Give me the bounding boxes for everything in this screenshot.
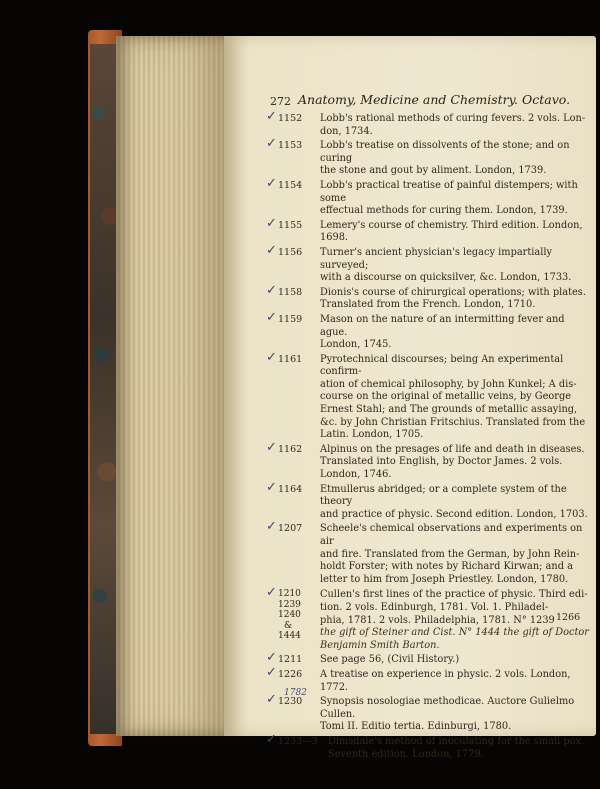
catalogue-entry [266, 731, 594, 761]
checkmark-icon: ✓ [266, 242, 277, 258]
entry-line: don, 1734. [320, 125, 373, 137]
entry-line: Seventh edition. London, 1779. [328, 748, 484, 760]
entry-line: Latin. London, 1705. [320, 429, 424, 441]
catalogue-entry [266, 215, 594, 245]
catalogue-entry [266, 309, 594, 352]
entry-line: course on the original of metallic veins, by George [320, 391, 572, 403]
entry-number: 1158 [278, 286, 303, 298]
entry-number: 1211 [278, 654, 303, 666]
catalogue-entry [266, 349, 594, 442]
entry-line: &c. by John Christian Fritschius. Translated from the [320, 416, 586, 428]
checkmark-icon: ✓ [266, 349, 277, 365]
checkmark-icon: ✓ [266, 136, 277, 152]
entry-line: London, 1745. [320, 339, 392, 351]
entry-line: ation of chemical philosophy, by John Kunkel; A dis- [320, 378, 577, 390]
checkmark-icon: ✓ [266, 585, 277, 601]
checkmark-icon: ✓ [266, 519, 277, 535]
entry-line: Lobb's treatise on dissolvents of the stone; and on curing [320, 140, 570, 164]
catalogue-entries [266, 109, 594, 761]
entry-note: the gift of Steiner and Cist. N° 1444 the gift of Doctor [320, 627, 589, 639]
entry-number: 1444 [278, 631, 301, 642]
entry-number: 1162 [278, 443, 303, 455]
entry-line: Turner's ancient physician's legacy impartially surveyed; [320, 246, 553, 271]
handwritten-year: 1782 [284, 688, 307, 699]
entry-line: effectual methods for curing them. London, 1739. [320, 205, 568, 217]
entry-line: with a discourse on quicksilver, &c. London, 1733. [320, 272, 572, 284]
entry-line: tion. 2 vols. Edinburgh, 1781. Vol. 1. Philadel- [320, 601, 549, 613]
entry-line: Cullen's first lines of the practice of physic. Third edi- [320, 589, 588, 601]
entry-line: See page 56, (Civil History.) [320, 654, 460, 666]
checkmark-icon: ✓ [266, 650, 277, 666]
entry-line: Translated from the French. London, 1710. [320, 299, 536, 311]
entry-number: & [284, 620, 293, 631]
entry-line: 1698. [320, 232, 349, 244]
entry-number: 1239 [278, 599, 301, 610]
catalogue-entry [266, 136, 594, 178]
checkmark-icon: ✓ [266, 282, 277, 298]
catalogue-entry [266, 109, 594, 138]
checkmark-icon: ✓ [266, 479, 277, 495]
entry-line: holdt Forster; with notes by Richard Kirwan; and a [320, 561, 573, 573]
entry-number: 1164 [278, 483, 303, 495]
entry-line: Ernest Stahl; and The grounds of metallic assaying, [320, 404, 578, 416]
entry-line: Translated into English, by Doctor James. 2 vols. [320, 456, 563, 468]
entry-line: Pyrotechnical discourses; being An experimental confirm- [320, 353, 564, 378]
catalogue-entry [266, 175, 594, 218]
entry-line: Etmullerus abridged; or a complete system of the theory [320, 483, 567, 508]
entry-line: Lobb's practical treatise of painful distempers; with some [320, 179, 578, 204]
checkmark-icon: ✓ [266, 175, 277, 191]
page-edges [116, 36, 226, 736]
catalogue-entry [266, 664, 594, 694]
checkmark-icon: ✓ [266, 692, 277, 708]
entry-number: 1153 [278, 140, 303, 152]
page-title: Anatomy, Medicine and Chemistry. Octavo. [298, 92, 571, 107]
entry-number: 1152 [278, 113, 303, 124]
entry-line: and fire. Translated from the German, by John Rein- [320, 548, 580, 560]
entry-line: Mason on the nature of an intermitting fever and ague. [320, 313, 565, 338]
catalogue-entry [266, 242, 594, 285]
entry-line: Dionis's course of chirurgical operations; with plates. [320, 286, 586, 298]
catalogue-entry [266, 439, 594, 482]
checkmark-icon: ✓ [266, 664, 277, 680]
catalogue-entry [266, 479, 594, 522]
page-number: 272 [270, 95, 291, 108]
catalogue-entry [266, 688, 594, 734]
entry-number: 1155 [278, 219, 303, 231]
entry-line: A treatise on experience in physic. 2 vols. London, [320, 668, 571, 680]
entry-line: Lobb's rational methods of curing fevers. 2 vols. Lon- [320, 113, 586, 124]
entry-number: 1207 [278, 523, 303, 535]
checkmark-icon: ✓ [266, 109, 277, 124]
entry-line: Dimsdale's method of inoculating for the small pox. [328, 735, 585, 747]
catalogue-entry [266, 585, 594, 652]
marbled-endpaper [90, 44, 118, 734]
entry-line: London, 1746. [320, 469, 392, 481]
entry-number: 1233—3 [278, 735, 318, 747]
checkmark-icon: ✓ [266, 439, 277, 455]
checkmark-icon: ✓ [266, 309, 277, 325]
entry-line: Lemery's course of chemistry. Third edition. London, [320, 219, 583, 231]
entry-line: Scheele's chemical observations and experiments on air [320, 523, 583, 547]
entry-line: the stone and gout by aliment. London, 1739. [320, 165, 547, 177]
entry-line: and practice of physic. Second edition. London, 1703. [320, 508, 588, 520]
entry-note: Benjamin Smith Barton. [320, 639, 440, 651]
entry-number: 1159 [278, 313, 303, 325]
entry-number: 1210 [278, 589, 301, 600]
entry-line: Synopsis nosologiae methodicae. Auctore Gulielmo Cullen. [320, 696, 575, 720]
entry-number: 1156 [278, 246, 303, 258]
entry-line: Alpinus on the presages of life and death in diseases. [320, 443, 585, 455]
entry-line: 1772. [320, 681, 349, 693]
page-header [270, 92, 590, 112]
entry-line: Tomi II. Editio tertia. Edinburgi, 1780. [320, 721, 512, 733]
checkmark-icon: ✓ [266, 731, 277, 747]
checkmark-icon: ✓ [266, 215, 277, 231]
entry-line: letter to him from Joseph Priestley. London, 1780. [320, 573, 569, 585]
entry-number: 1240 [278, 610, 301, 621]
entry-number: 1154 [278, 179, 303, 191]
entry-number: 1230 [278, 696, 303, 708]
catalogue-entry [266, 282, 594, 312]
entry-line: phia, 1781. 2 vols. Philadelphia, 1781. N° 1239 [320, 614, 555, 626]
entry-number: 1161 [278, 353, 303, 365]
catalogue-entry [266, 519, 594, 586]
catalogue-signature: 1266 [556, 612, 581, 623]
entry-number: 1226 [278, 668, 303, 680]
entry-number-group [278, 589, 301, 642]
catalogue-entry [266, 650, 594, 667]
